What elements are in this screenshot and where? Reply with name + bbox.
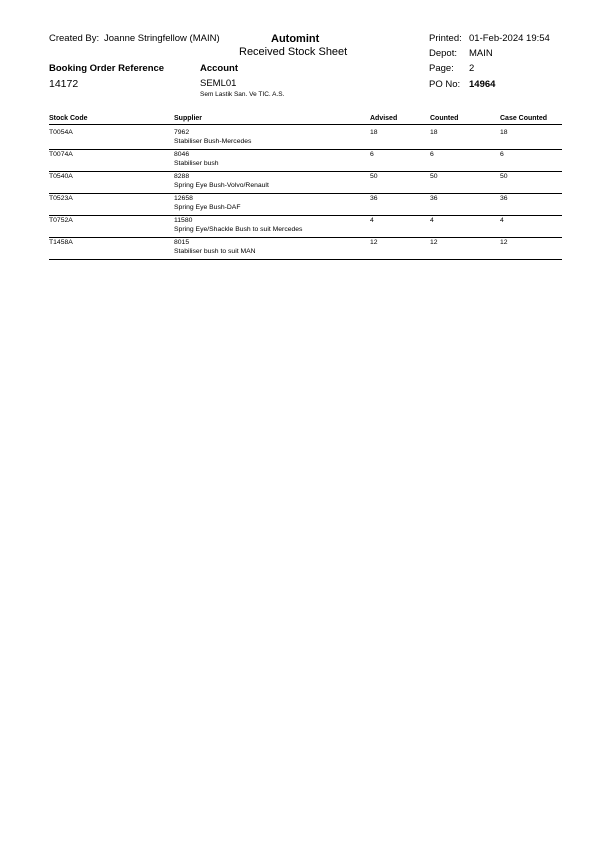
counted-qty: 4 bbox=[430, 217, 434, 224]
table-row bbox=[0, 129, 595, 151]
stock-code: T1458A bbox=[49, 239, 73, 246]
row-divider bbox=[49, 171, 562, 172]
account-label: Account bbox=[200, 63, 238, 74]
supplier-code: 12658 bbox=[174, 195, 193, 202]
case-counted-qty: 6 bbox=[500, 151, 504, 158]
table-row bbox=[0, 239, 595, 261]
report-title: Received Stock Sheet bbox=[239, 46, 348, 58]
col-counted: Counted bbox=[430, 115, 459, 122]
case-counted-qty: 18 bbox=[500, 129, 508, 136]
printed-label: Printed: bbox=[429, 33, 462, 44]
case-counted-qty: 36 bbox=[500, 195, 508, 202]
supplier-code: 8046 bbox=[174, 151, 190, 158]
table-row bbox=[0, 195, 595, 217]
company-name: Automint bbox=[271, 33, 320, 45]
advised-qty: 18 bbox=[370, 129, 378, 136]
counted-qty: 18 bbox=[430, 129, 438, 136]
account-name: Sem Lastik San. Ve TIC. A.S. bbox=[200, 91, 285, 98]
row-divider bbox=[49, 259, 562, 260]
booking-label: Booking Order Reference bbox=[49, 63, 165, 74]
row-divider bbox=[49, 149, 562, 150]
po-number: 14964 bbox=[469, 79, 496, 90]
table-row bbox=[0, 173, 595, 195]
supplier-code: 8288 bbox=[174, 173, 190, 180]
supplier-code: 8015 bbox=[174, 239, 190, 246]
supplier-code: 7962 bbox=[174, 129, 190, 136]
item-description: Stabiliser bush bbox=[174, 160, 219, 167]
stock-code: T0054A bbox=[49, 129, 73, 136]
stock-code: T0540A bbox=[49, 173, 73, 180]
item-description: Stabiliser Bush-Mercedes bbox=[174, 138, 252, 145]
case-counted-qty: 4 bbox=[500, 217, 504, 224]
supplier-code: 11580 bbox=[174, 217, 193, 224]
po-label: PO No: bbox=[429, 79, 461, 90]
depot-value: MAIN bbox=[469, 48, 493, 59]
col-stock-code: Stock Code bbox=[49, 115, 88, 122]
stock-code: T0074A bbox=[49, 151, 73, 158]
advised-qty: 4 bbox=[370, 217, 374, 224]
advised-qty: 12 bbox=[370, 239, 378, 246]
row-divider bbox=[49, 193, 562, 194]
counted-qty: 6 bbox=[430, 151, 434, 158]
booking-reference: 14172 bbox=[49, 78, 79, 90]
stock-code: T0523A bbox=[49, 195, 73, 202]
case-counted-qty: 12 bbox=[500, 239, 508, 246]
printed-value: 01-Feb-2024 19:54 bbox=[469, 33, 550, 44]
row-divider bbox=[49, 237, 562, 238]
row-divider bbox=[49, 215, 562, 216]
table-row bbox=[0, 151, 595, 173]
item-description: Spring Eye Bush-Volvo/Renault bbox=[174, 182, 269, 189]
col-case-counted: Case Counted bbox=[500, 115, 548, 122]
advised-qty: 6 bbox=[370, 151, 374, 158]
item-description: Spring Eye Bush-DAF bbox=[174, 204, 241, 211]
col-supplier: Supplier bbox=[174, 115, 203, 122]
counted-qty: 50 bbox=[430, 173, 438, 180]
counted-qty: 36 bbox=[430, 195, 438, 202]
item-description: Spring Eye/Shackle Bush to suit Mercedes bbox=[174, 226, 303, 233]
item-description: Stabiliser bush to suit MAN bbox=[174, 248, 256, 255]
depot-label: Depot: bbox=[429, 48, 457, 59]
header-rule bbox=[49, 124, 562, 125]
table-row bbox=[0, 217, 595, 239]
counted-qty: 12 bbox=[430, 239, 438, 246]
page-number: 2 bbox=[469, 63, 475, 74]
advised-qty: 36 bbox=[370, 195, 378, 202]
col-advised: Advised bbox=[370, 115, 398, 122]
created-by-value: Joanne Stringfellow (MAIN) bbox=[104, 33, 220, 44]
created-by-label: Created By: bbox=[49, 33, 100, 44]
stock-code: T0752A bbox=[49, 217, 73, 224]
advised-qty: 50 bbox=[370, 173, 378, 180]
page-label: Page: bbox=[429, 63, 454, 74]
account-code: SEML01 bbox=[200, 78, 237, 89]
case-counted-qty: 50 bbox=[500, 173, 508, 180]
